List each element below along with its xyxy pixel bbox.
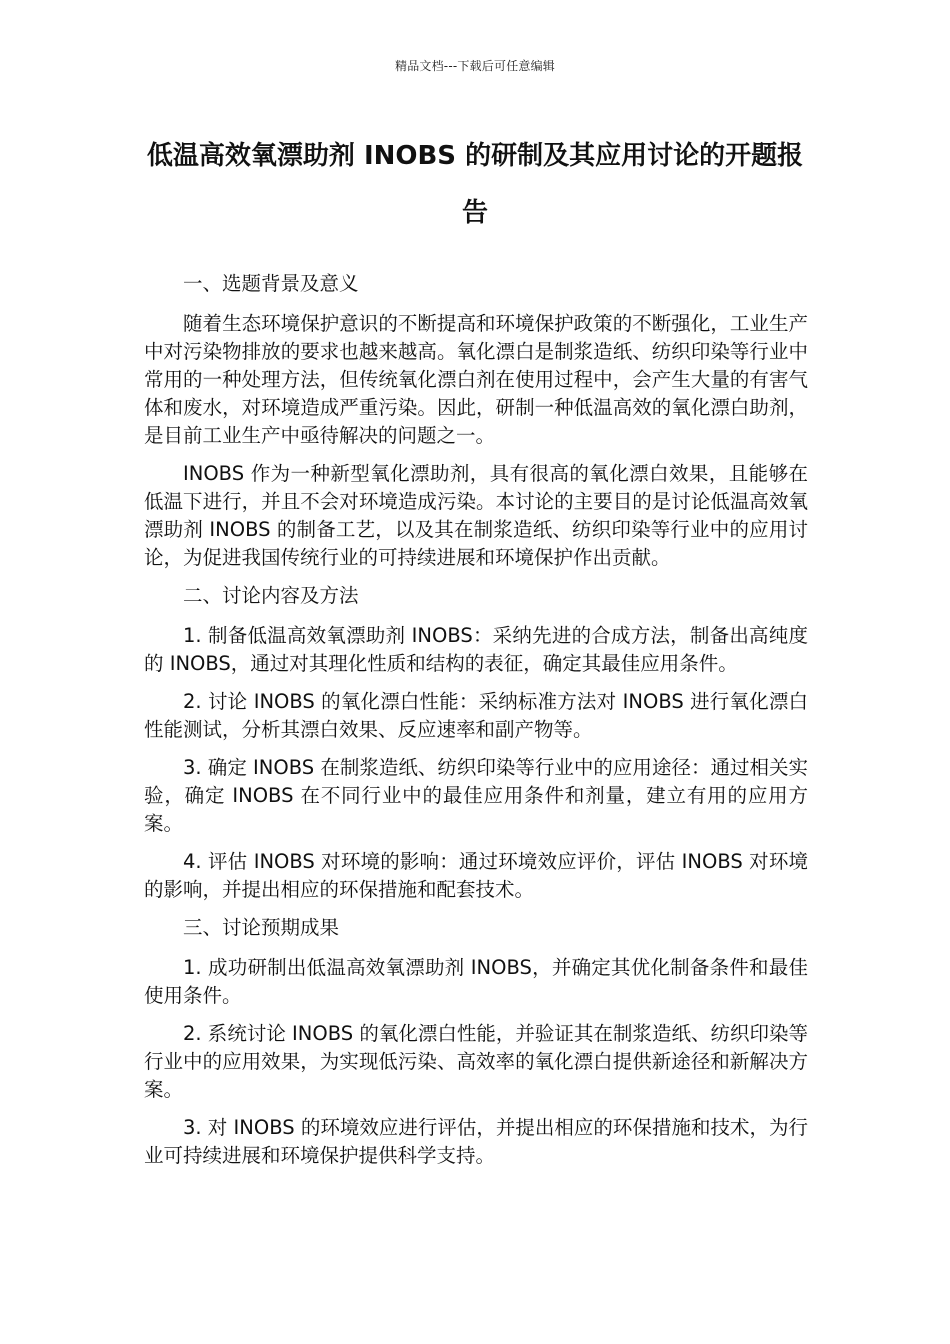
section-2-item-3: 3. 确定 INOBS 在制浆造纸、纺织印染等行业中的应用途径：通过相关实验，确定 INOBS 在不同行业中的最佳应用条件和剂量，建立有用的应用方案。 bbox=[144, 756, 808, 835]
section-2-item-2: 2. 讨论 INOBS 的氧化漂白性能：采纳标准方法对 INOBS 进行氧化漂白性能测试，分析其漂白效果、反应速率和副产物等。 bbox=[144, 690, 808, 741]
section-1-paragraph-1: 随着生态环境保护意识的不断提高和环境保护政策的不断强化，工业生产中对污染物排放的要求也越来越高。氧化漂白是制浆造纸、纺织印染等行业中常用的一种处理方法，但传统氧化漂白剂在使用过程中，会产生大量的有害气体和废水，对环境造成严重污染。因此，研制一种低温高效的氧化漂白助剂，是目前工业生产中亟待解决的问题之一。 bbox=[144, 312, 808, 447]
header-note: 精品文档---下载后可任意编辑 bbox=[395, 59, 555, 73]
section-2-item-4: 4. 评估 INOBS 对环境的影响：通过环境效应评价，评估 INOBS 对环境的影响，并提出相应的环保措施和配套技术。 bbox=[144, 850, 808, 901]
section-2-heading: 二、讨论内容及方法 bbox=[183, 584, 359, 607]
section-3-item-3: 3. 对 INOBS 的环境效应进行评估，并提出相应的环保措施和技术，为行业可持续进展和环境保护提供科学支持。 bbox=[144, 1116, 808, 1167]
section-2-item-1: 1. 制备低温高效氧漂助剂 INOBS：采纳先进的合成方法，制备出高纯度的 INOBS，通过对其理化性质和结构的表征，确定其最佳应用条件。 bbox=[144, 624, 808, 675]
document-title: 低温高效氧漂助剂 INOBS 的研制及其应用讨论的开题报告 bbox=[146, 141, 804, 228]
section-3-heading: 三、讨论预期成果 bbox=[183, 916, 340, 939]
section-1-heading: 一、选题背景及意义 bbox=[183, 272, 359, 295]
section-3-item-2: 2. 系统讨论 INOBS 的氧化漂白性能，并验证其在制浆造纸、纺织印染等行业中的应用效果，为实现低污染、高效率的氧化漂白提供新途径和新解决方案。 bbox=[144, 1022, 808, 1101]
section-1-paragraph-2: INOBS 作为一种新型氧化漂助剂，具有很高的氧化漂白效果，且能够在低温下进行，并且不会对环境造成污染。本讨论的主要目的是讨论低温高效氧漂助剂 INOBS 的制备工艺，以及其在制浆造纸、纺织印染等行业中的应用讨论，为促进我国传统行业的可持续进展和环境保护作出贡献。 bbox=[144, 462, 808, 569]
document-body bbox=[144, 270, 808, 1180]
section-3-item-1: 1. 成功研制出低温高效氧漂助剂 INOBS，并确定其优化制备条件和最佳使用条件。 bbox=[144, 956, 808, 1007]
